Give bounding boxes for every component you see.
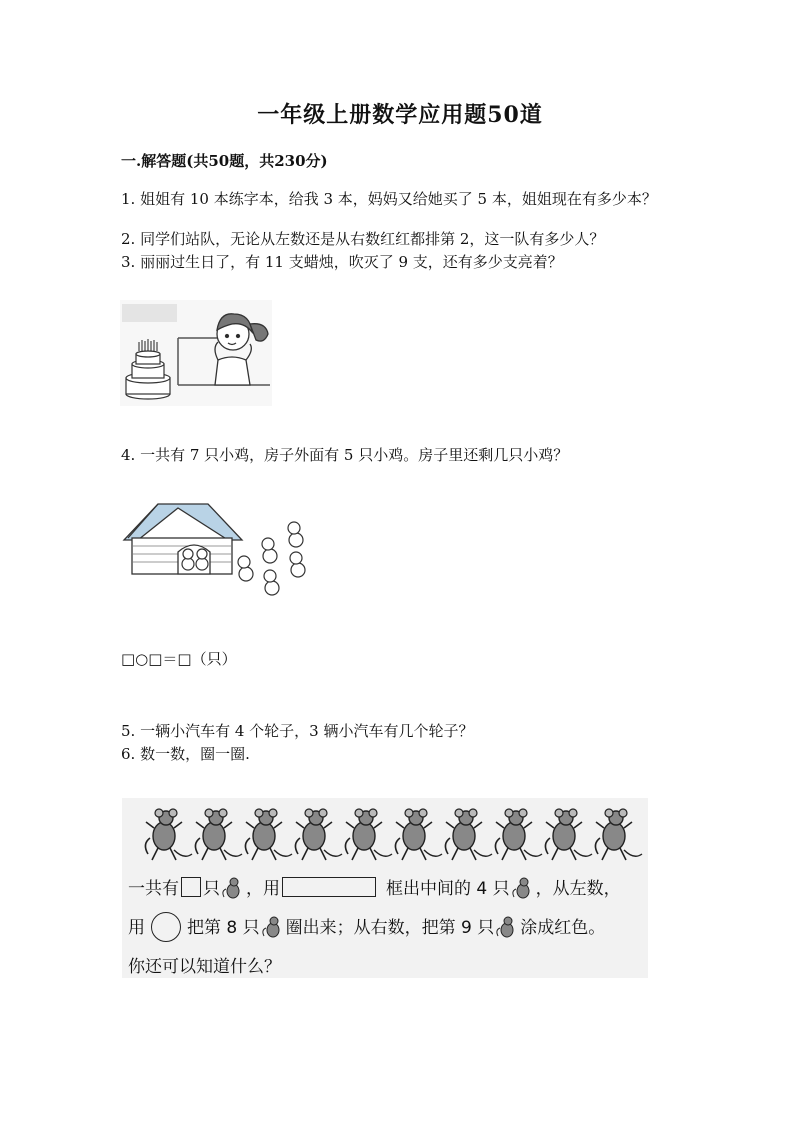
birthday-cake-illustration [120,300,272,406]
chicks-house-illustration [118,500,318,605]
question-4: 4. 一共有 7 只小鸡，房子外面有 5 只小鸡。房子里还剩几只小鸡？ [121,446,569,464]
mouse-icon [395,809,442,860]
circle-shape [151,912,181,942]
question-5: 5. 一辆小汽车有 4 个轮子，3 辆小汽车有几个轮子？ [121,722,474,740]
question-3: 3. 丽丽过生日了，有 11 支蜡烛，吹灭了 9 支，还有多少支亮着？ [121,253,563,271]
mice-row [122,798,648,868]
mice-text: 框出中间的 4 只 [386,879,510,899]
mouse-icon [445,809,492,860]
mouse-icon [295,809,342,860]
question-2: 2. 同学们站队，无论从左数还是从右数红红都排第 2，这一队有多少人？ [121,230,605,248]
mice-text: 圈出来；从右数，把第 9 只 [285,918,495,938]
mice-text: 把第 8 只 [187,918,260,938]
mice-text: ，从左数， [535,879,621,899]
mice-text: 一共有 [128,879,179,899]
mouse-icon [260,916,286,938]
page-title: 一年级上册数学应用题50道 [257,102,543,128]
mice-text: 涂成红色。 [520,918,606,938]
section-heading: 一.解答题(共50题，共230分) [121,152,328,170]
mouse-icon [595,809,642,860]
question-1: 1. 姐姐有 10 本练字本，给我 3 本，妈妈又给她买了 5 本，姐姐现在有多少本？ [121,190,657,208]
mouse-icon [495,809,542,860]
answer-box [181,877,201,897]
mice-text: ，用 [246,879,280,899]
mice-line-2 [128,912,605,942]
candles-icon [139,339,157,351]
chick-icon [182,522,305,595]
mouse-icon [545,809,592,860]
mice-counting-figure [122,798,648,978]
mice-text: 只 [203,879,220,899]
mice-text: 用 [128,918,145,938]
mouse-icon [494,916,520,938]
mouse-icon [245,809,292,860]
question-6: 6. 数一数，圈一圈. [121,745,250,763]
mouse-icon [145,809,192,860]
mouse-icon [345,809,392,860]
mice-line-1 [128,874,621,899]
frame-box [282,877,376,897]
mouse-icon [510,877,536,899]
q4-equation: □○□＝□（只） [121,650,237,668]
mouse-icon [220,877,246,899]
mouse-icon [195,809,242,860]
mice-line-3: 你还可以知道什么？ [128,957,281,977]
